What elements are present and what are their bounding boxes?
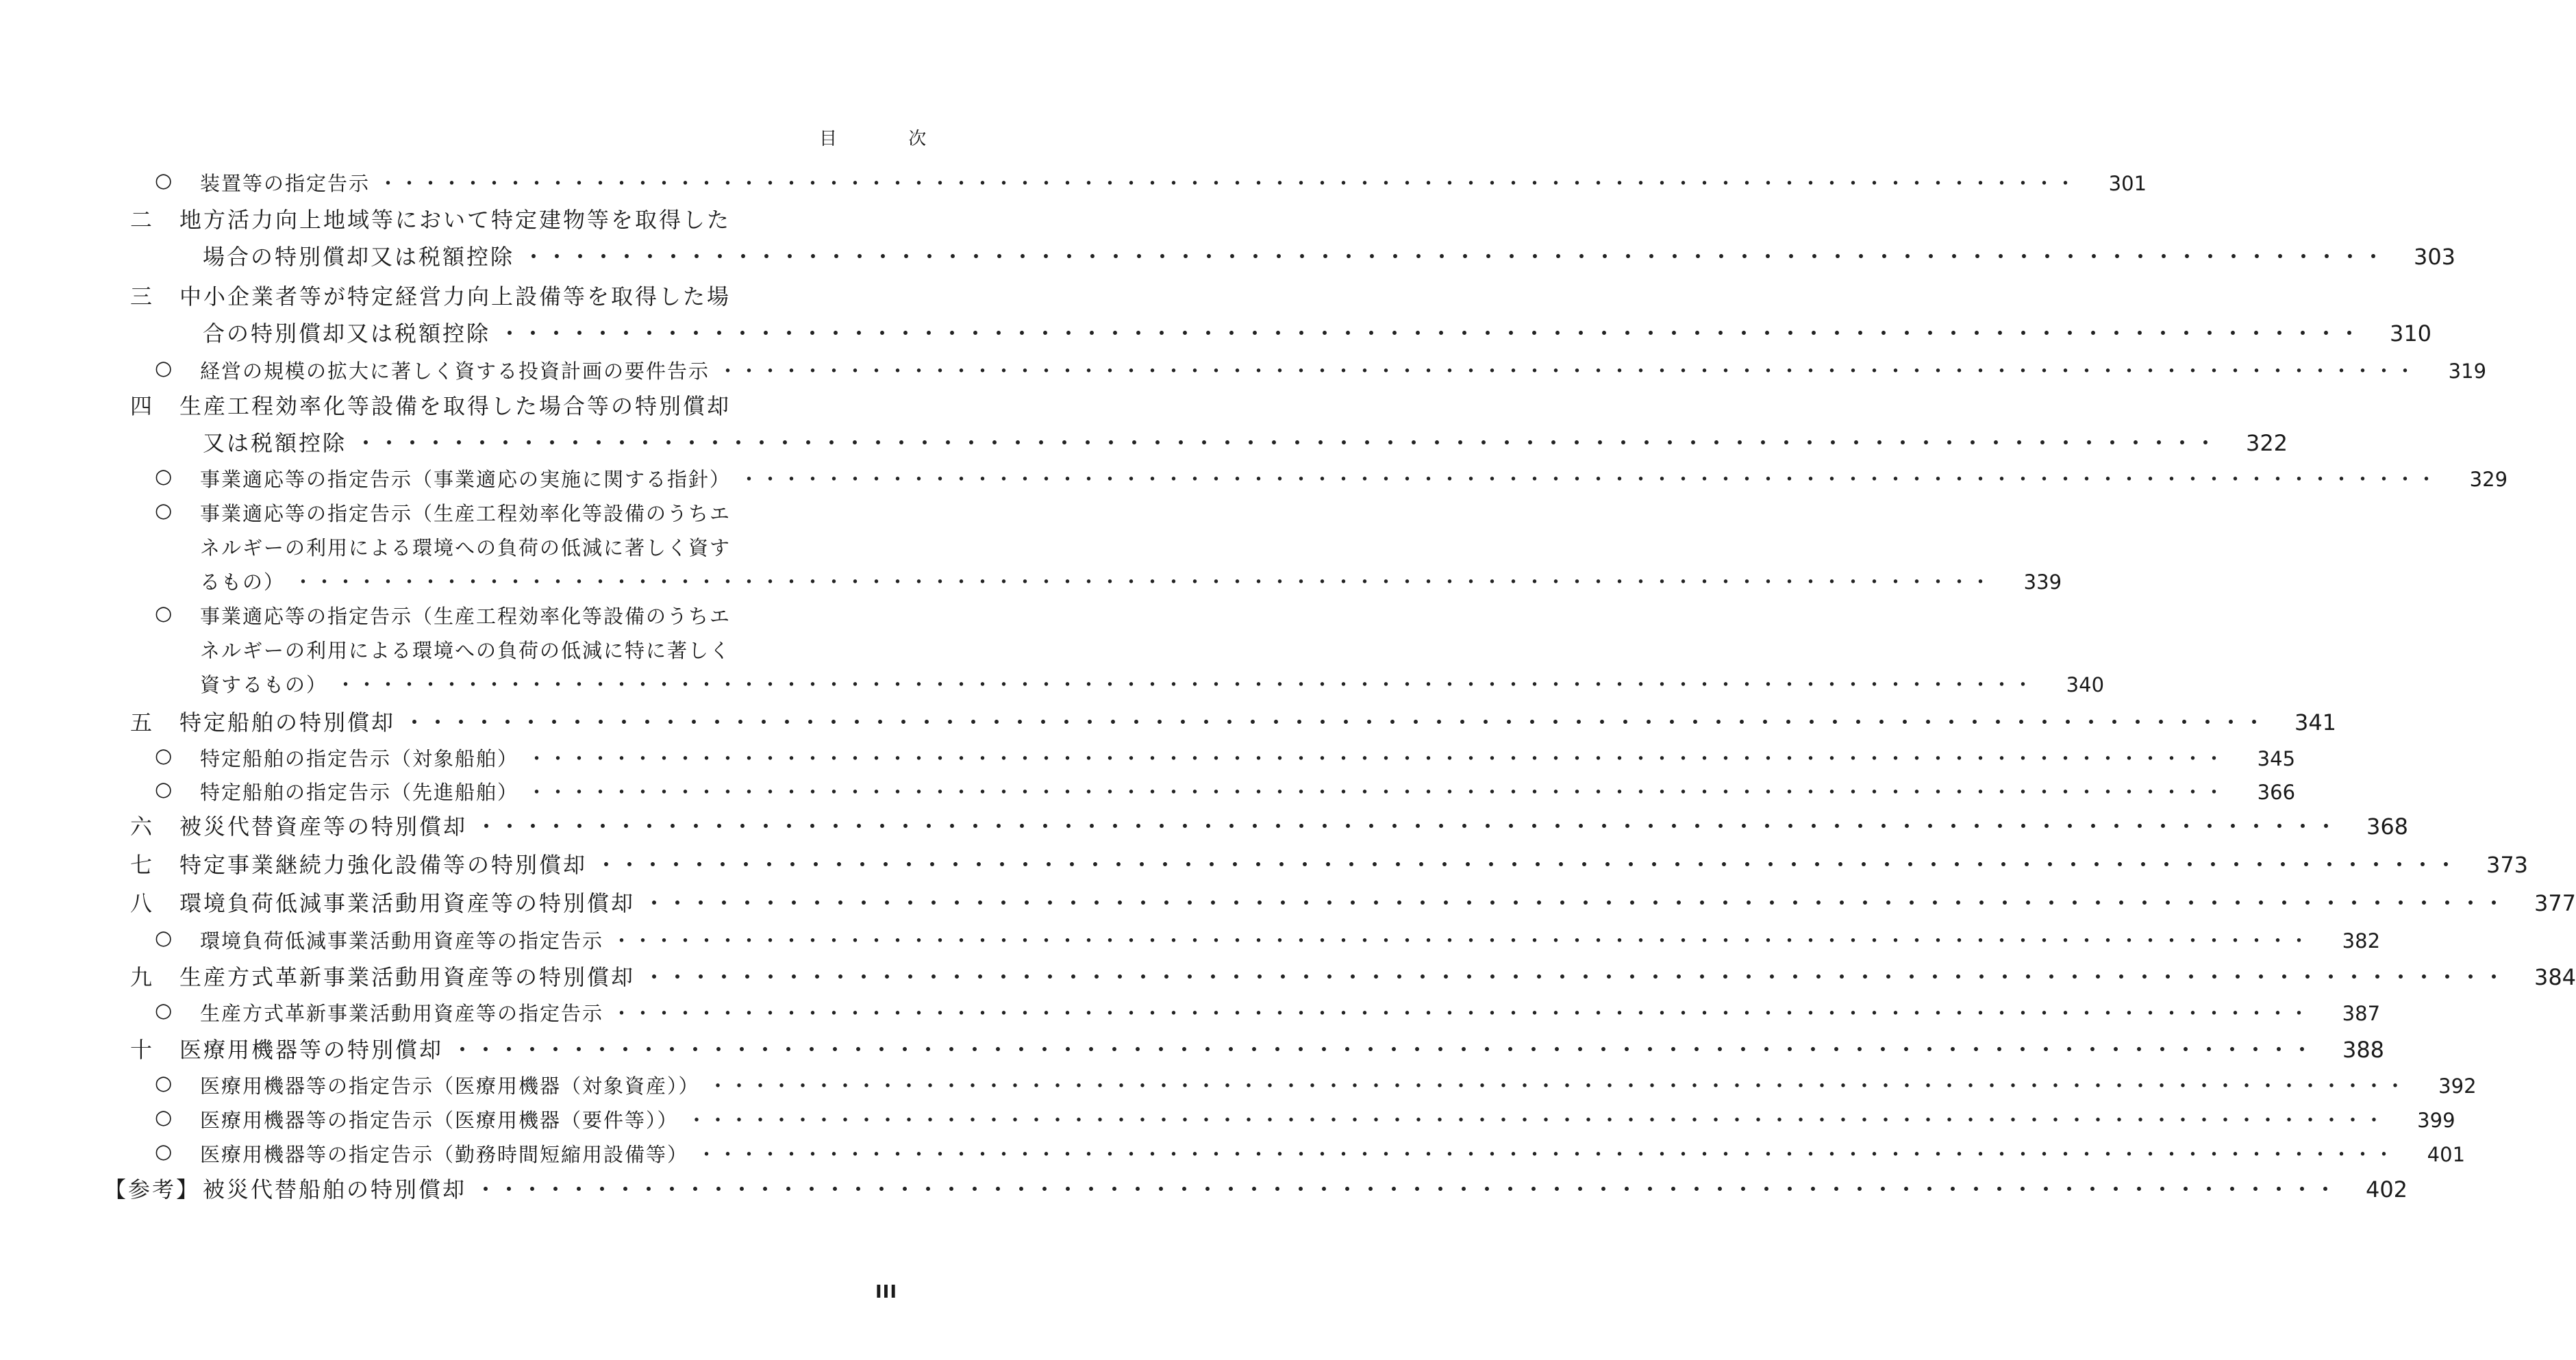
toc-entry-line	[0, 168, 2147, 197]
toc-entry-line	[0, 389, 959, 420]
dot-leader: ・・・・・・・・・・・・・・・・・・・・・・・・・・・・・・・・・・・・・・・・・・・・・・・・・・・・・・・・・・・・・・・・・・・・・・・・・・・・・・・・	[378, 172, 2077, 195]
dot-leader: ・・・・・・・・・・・・・・・・・・・・・・・・・・・・・・・・・・・・・・・・・・・・・・・・・・・・・・・・・・・・・・・・・・・・・・・・・・・・・・・・	[403, 709, 2267, 735]
toc-entry-line	[0, 316, 2432, 348]
toc-entry-line	[0, 635, 959, 664]
toc-entry-title: 医療用機器等の特別償却	[179, 1037, 444, 1063]
toc-entry-line	[0, 533, 959, 561]
toc-entry-title: 環境負荷低減事業活動用資産等の特別償却	[179, 890, 636, 916]
toc-entry-marker: ○	[155, 168, 174, 192]
dot-leader: ・・・・・・・・・・・・・・・・・・・・・・・・・・・・・・・・・・・・・・・・・・・・・・・・・・・・・・・・・・・・・・・・・・・・・・・・・・・・・・・・	[293, 570, 1992, 594]
toc-entry-line	[0, 670, 2105, 698]
toc-entry-title: 被災代替船舶の特別償却	[203, 1176, 467, 1202]
toc-entry-line	[0, 886, 2576, 918]
toc-page-number: 301	[2108, 172, 2147, 195]
toc-page-number: 345	[2257, 747, 2296, 770]
toc-entry-line	[0, 1071, 2477, 1099]
dot-leader: ・・・・・・・・・・・・・・・・・・・・・・・・・・・・・・・・・・・・・・・・・・・・・・・・・・・・・・・・・・・・・・・・・・・・・・・・・・・・・・・・	[527, 747, 2226, 770]
toc-entry-line	[0, 960, 2576, 992]
toc-page-number: 401	[2427, 1143, 2466, 1166]
toc-entry-marker: 四	[130, 393, 155, 419]
toc-entry-marker: ○	[155, 777, 174, 801]
toc-entry-line	[0, 567, 2062, 595]
toc-entry-marker: ○	[155, 926, 174, 949]
toc-page-number: 392	[2438, 1074, 2477, 1098]
toc-page-number: 366	[2257, 781, 2296, 804]
toc-entry-line	[0, 705, 2337, 737]
toc-entry-line	[0, 499, 959, 527]
toc-entry-title: 医療用機器等の指定告示（勤務時間短縮用設備等）	[200, 1143, 689, 1166]
toc-entry-line	[0, 279, 959, 311]
toc-entry-title: 特定船舶の指定告示（対象船舶）	[200, 747, 519, 770]
dot-leader: ・・・・・・・・・・・・・・・・・・・・・・・・・・・・・・・・・・・・・・・・・・・・・・・・・・・・・・・・・・・・・・・・・・・・・・・・・・・・・・・・	[336, 673, 2035, 696]
toc-entry-line	[0, 926, 2381, 954]
toc-entry-marker: 六	[130, 814, 155, 840]
dot-leader: ・・・・・・・・・・・・・・・・・・・・・・・・・・・・・・・・・・・・・・・・・・・・・・・・・・・・・・・・・・・・・・・・・・・・・・・・・・・・・・・・	[612, 1002, 2311, 1025]
toc-page-number: 329	[2469, 468, 2508, 491]
toc-entry-title: 中小企業者等が特定経営力向上設備等を取得した場	[179, 284, 731, 310]
toc-entry-line	[0, 998, 2381, 1027]
toc-entry-title: るもの）	[200, 570, 286, 594]
dot-leader: ・・・・・・・・・・・・・・・・・・・・・・・・・・・・・・・・・・・・・・・・・・・・・・・・・・・・・・・・・・・・・・・・・・・・・・・・・・・・・・・・	[499, 320, 2362, 347]
toc-entry-title: 装置等の指定告示	[200, 172, 371, 195]
toc-page-number: 373	[2486, 852, 2529, 878]
toc-entry-marker: 三	[130, 284, 155, 310]
dot-leader: ・・・・・・・・・・・・・・・・・・・・・・・・・・・・・・・・・・・・・・・・・・・・・・・・・・・・・・・・・・・・・・・・・・・・・・・・・・・・・・・・	[697, 1143, 2396, 1166]
dot-leader: ・・・・・・・・・・・・・・・・・・・・・・・・・・・・・・・・・・・・・・・・・・・・・・・・・・・・・・・・・・・・・・・・・・・・・・・・・・・・・・・・	[451, 1037, 2315, 1063]
toc-entry-marker: 十	[130, 1037, 155, 1063]
toc-entry-title: 場合の特別償却又は税額控除	[203, 244, 515, 270]
dot-leader: ・・・・・・・・・・・・・・・・・・・・・・・・・・・・・・・・・・・・・・・・・・・・・・・・・・・・・・・・・・・・・・・・・・・・・・・・・・・・・・・・	[475, 1176, 2338, 1202]
toc-entry-title: 事業適応等の指定告示（生産工程効率化等設備のうちエ	[200, 502, 731, 525]
toc-entry-marker: 二	[130, 207, 155, 233]
toc-entry-marker: ○	[155, 744, 174, 767]
toc-entry-line	[0, 744, 2296, 772]
toc-entry-title: 特定船舶の特別償却	[179, 709, 396, 735]
dot-leader: ・・・・・・・・・・・・・・・・・・・・・・・・・・・・・・・・・・・・・・・・・・・・・・・・・・・・・・・・・・・・・・・・・・・・・・・・・・・・・・・・	[527, 781, 2226, 804]
toc-entry-title: 環境負荷低減事業活動用資産等の指定告示	[200, 929, 604, 953]
toc-entry-title: 特定事業継続力強化設備等の特別償却	[179, 852, 588, 878]
toc-entry-marker: 【参考】	[104, 1176, 201, 1202]
toc-entry-line	[0, 1105, 2455, 1133]
page-number: III	[875, 1282, 898, 1302]
toc-entry-line	[0, 203, 959, 234]
dot-leader: ・・・・・・・・・・・・・・・・・・・・・・・・・・・・・・・・・・・・・・・・・・・・・・・・・・・・・・・・・・・・・・・・・・・・・・・・・・・・・・・・	[355, 430, 2218, 456]
toc-entry-marker: ○	[155, 499, 174, 522]
dot-leader: ・・・・・・・・・・・・・・・・・・・・・・・・・・・・・・・・・・・・・・・・・・・・・・・・・・・・・・・・・・・・・・・・・・・・・・・・・・・・・・・・	[595, 852, 2459, 878]
toc-page-number: 384	[2534, 964, 2576, 990]
toc-entry-title: 生産方式革新事業活動用資産等の特別償却	[179, 964, 636, 990]
toc-entry-title: 地方活力向上地域等において特定建物等を取得した	[179, 207, 731, 233]
dot-leader: ・・・・・・・・・・・・・・・・・・・・・・・・・・・・・・・・・・・・・・・・・・・・・・・・・・・・・・・・・・・・・・・・・・・・・・・・・・・・・・・・	[708, 1074, 2407, 1098]
toc-page-number: 377	[2534, 890, 2576, 916]
toc-page-number: 399	[2417, 1109, 2455, 1132]
toc-entry-marker: ○	[155, 464, 174, 488]
toc-entry-title: 合の特別償却又は税額控除	[203, 320, 491, 347]
toc-entry-line	[0, 1139, 2466, 1168]
toc-entry-marker: 九	[130, 964, 155, 990]
toc-entry-line	[0, 601, 959, 629]
toc-entry-title: 事業適応等の指定告示（事業適応の実施に関する指針）	[200, 468, 731, 491]
toc-page-number: 388	[2342, 1037, 2385, 1063]
toc-page-number: 368	[2366, 814, 2409, 840]
toc-entry-line	[0, 426, 2288, 457]
toc-entry-marker: 五	[130, 709, 155, 735]
toc-entry-marker: 八	[130, 890, 155, 916]
toc-page-number: 341	[2294, 709, 2337, 735]
dot-leader: ・・・・・・・・・・・・・・・・・・・・・・・・・・・・・・・・・・・・・・・・・・・・・・・・・・・・・・・・・・・・・・・・・・・・・・・・・・・・・・・・	[643, 890, 2507, 916]
toc-entry-line	[0, 464, 2508, 492]
toc-entry-marker: ○	[155, 356, 174, 379]
toc-entry-line	[0, 809, 2409, 841]
toc-entry-title: 資するもの）	[200, 673, 328, 696]
dot-leader: ・・・・・・・・・・・・・・・・・・・・・・・・・・・・・・・・・・・・・・・・・・・・・・・・・・・・・・・・・・・・・・・・・・・・・・・・・・・・・・・・	[718, 360, 2417, 383]
dot-leader: ・・・・・・・・・・・・・・・・・・・・・・・・・・・・・・・・・・・・・・・・・・・・・・・・・・・・・・・・・・・・・・・・・・・・・・・・・・・・・・・・	[739, 468, 2438, 491]
dot-leader: ・・・・・・・・・・・・・・・・・・・・・・・・・・・・・・・・・・・・・・・・・・・・・・・・・・・・・・・・・・・・・・・・・・・・・・・・・・・・・・・・	[523, 244, 2386, 270]
toc-page-number: 402	[2365, 1176, 2408, 1202]
toc-entry-line	[0, 356, 2487, 384]
toc-entry-title: 被災代替資産等の特別償却	[179, 814, 468, 840]
toc-page-number: 339	[2023, 570, 2062, 594]
toc-entry-line	[0, 240, 2456, 271]
toc-entry-title: 特定船舶の指定告示（先進船舶）	[200, 781, 519, 804]
toc-entry-line	[0, 777, 2296, 805]
toc-entry-marker: ○	[155, 998, 174, 1022]
toc-entry-line	[0, 1033, 2385, 1064]
toc-entry-line	[0, 1172, 2408, 1204]
toc-entry-marker: ○	[155, 601, 174, 625]
toc-entry-title: 事業適応等の指定告示（生産工程効率化等設備のうちエ	[200, 605, 731, 628]
toc-entry-marker: ○	[155, 1139, 174, 1163]
toc-page-number: 387	[2342, 1002, 2381, 1025]
running-header: 目 次	[819, 129, 960, 149]
toc-entry-line	[0, 848, 2529, 879]
dot-leader: ・・・・・・・・・・・・・・・・・・・・・・・・・・・・・・・・・・・・・・・・・・・・・・・・・・・・・・・・・・・・・・・・・・・・・・・・・・・・・・・・	[643, 964, 2507, 990]
toc-entry-marker: ○	[155, 1105, 174, 1129]
dot-leader: ・・・・・・・・・・・・・・・・・・・・・・・・・・・・・・・・・・・・・・・・・・・・・・・・・・・・・・・・・・・・・・・・・・・・・・・・・・・・・・・・	[475, 814, 2339, 840]
dot-leader: ・・・・・・・・・・・・・・・・・・・・・・・・・・・・・・・・・・・・・・・・・・・・・・・・・・・・・・・・・・・・・・・・・・・・・・・・・・・・・・・・	[612, 929, 2311, 953]
toc-entry-title: 医療用機器等の指定告示（医療用機器（対象資産））	[200, 1074, 700, 1098]
toc-entry-title: 医療用機器等の指定告示（医療用機器（要件等））	[200, 1109, 679, 1132]
toc-page-number: 322	[2245, 430, 2288, 456]
toc-page-number: 310	[2389, 320, 2432, 347]
toc-entry-title: 又は税額控除	[203, 430, 347, 456]
dot-leader: ・・・・・・・・・・・・・・・・・・・・・・・・・・・・・・・・・・・・・・・・・・・・・・・・・・・・・・・・・・・・・・・・・・・・・・・・・・・・・・・・	[686, 1109, 2386, 1132]
toc-entry-marker: 七	[130, 852, 155, 878]
toc-page-number: 340	[2066, 673, 2105, 696]
toc-page-number: 382	[2342, 929, 2381, 953]
toc-entry-title: 生産工程効率化等設備を取得した場合等の特別償却	[179, 393, 731, 419]
toc-entry-marker: ○	[155, 1071, 174, 1094]
toc-entry-title: ネルギーの利用による環境への負荷の低減に著しく資す	[200, 536, 731, 559]
toc-entry-title: 生産方式革新事業活動用資産等の指定告示	[200, 1002, 604, 1025]
toc-page-number: 303	[2413, 244, 2456, 270]
toc-page-number: 319	[2448, 360, 2487, 383]
toc-entry-title: ネルギーの利用による環境への負荷の低減に特に著しく	[200, 639, 731, 662]
toc-entry-title: 経営の規模の拡大に著しく資する投資計画の要件告示	[200, 360, 710, 383]
